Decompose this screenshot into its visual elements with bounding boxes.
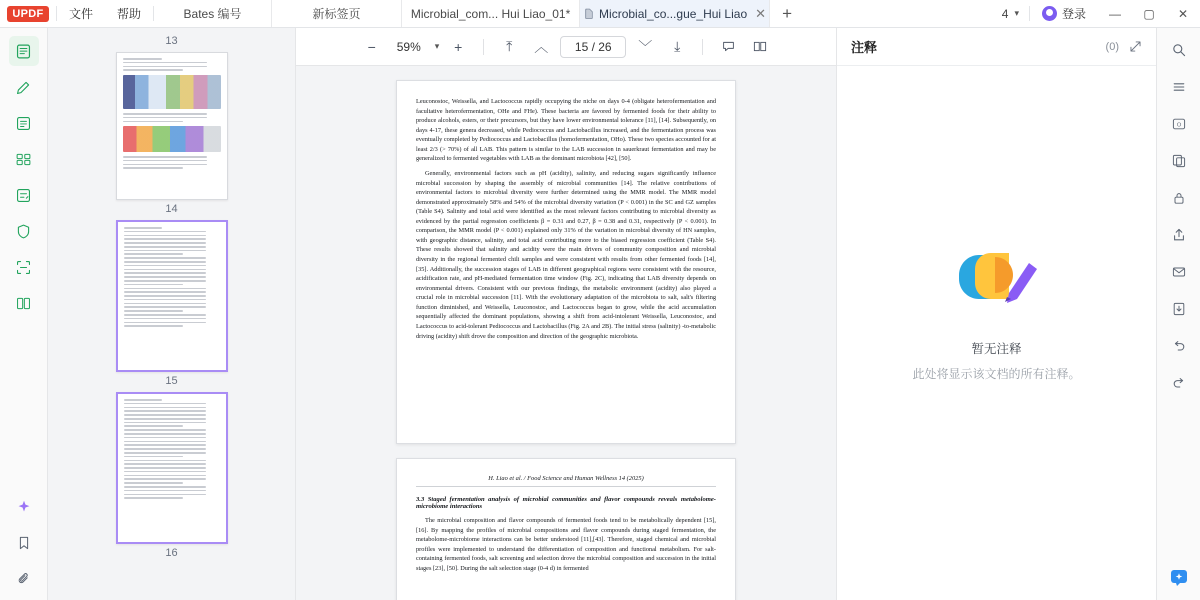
thumbnail-page-13[interactable] [116, 52, 228, 200]
rail-item-ai[interactable] [9, 492, 39, 522]
thumbnail-content [118, 222, 226, 334]
tab-strip [154, 0, 992, 27]
rail-item-bookmark[interactable] [9, 528, 39, 558]
right-rail-undo[interactable] [1165, 332, 1193, 360]
form-icon [15, 187, 32, 204]
tab-close-icon[interactable]: ✕ [755, 6, 767, 21]
rail-item-ocr[interactable] [9, 252, 39, 282]
new-tab-button[interactable]: + [782, 3, 792, 23]
annotations-empty-state [837, 66, 1156, 600]
title-bar [0, 0, 1200, 28]
thumbnail-page-14[interactable] [116, 220, 228, 372]
right-rail-lock[interactable] [1165, 184, 1193, 212]
right-rail-search[interactable] [1165, 36, 1193, 64]
ai-sparkle-icon [15, 498, 33, 516]
annotations-title: 注释 [851, 40, 878, 55]
empty-title: 暂无注释 [971, 341, 1022, 356]
page-count-selector[interactable] [992, 0, 1029, 27]
expand-icon[interactable] [1129, 40, 1142, 53]
app-logo [0, 0, 56, 27]
dual-page-icon [752, 39, 768, 54]
previous-page-button[interactable]: ︿ [534, 38, 549, 55]
window-maximize-button[interactable]: ▢ [1143, 6, 1155, 21]
export-icon [1171, 301, 1187, 317]
organize-pages-icon [15, 151, 32, 168]
thumbnail-number: 13 [165, 35, 178, 47]
thumbnail-icon [1171, 79, 1187, 95]
thumbnail-number: 15 [165, 375, 178, 387]
rail-item-form[interactable] [9, 180, 39, 210]
document-page-16[interactable] [396, 458, 736, 600]
comment-icon [721, 39, 736, 54]
tab-new-page[interactable] [272, 0, 402, 27]
compare-icon [15, 295, 32, 312]
thumbnail-content [117, 53, 227, 176]
right-rail-thumbnail[interactable] [1165, 73, 1193, 101]
running-head: H. Liao et al. / Food Science and Human Wellness 14 (2025) [416, 475, 716, 487]
right-rail-ai-chat[interactable] [1165, 563, 1193, 591]
rail-item-organize[interactable] [9, 144, 39, 174]
thumbnail-number: 16 [165, 547, 178, 559]
window-minimize-button[interactable]: — [1109, 6, 1121, 21]
menu-help[interactable]: 帮助 [117, 7, 142, 21]
next-page-button[interactable]: ﹀ [638, 38, 653, 55]
tab-label: Microbial_co...gue_Hui Liao [599, 6, 748, 21]
tab-label: 新标签页 [312, 7, 361, 21]
annotations-panel [836, 28, 1156, 600]
annotations-header [837, 28, 1156, 66]
window-close-button[interactable]: ✕ [1177, 6, 1189, 21]
left-tool-rail [0, 28, 48, 600]
bookmark-icon [16, 535, 32, 551]
divider [483, 39, 484, 55]
zoom-in-button[interactable]: + [454, 38, 463, 55]
divider [702, 39, 703, 55]
section-title: 3.3 Staged fermentation analysis of microbial communities and flavor compounds reveals metabolome-microbiome interactions [416, 496, 716, 510]
rail-item-annotate[interactable] [9, 72, 39, 102]
zoom-level[interactable]: 59% [396, 39, 421, 54]
lock-icon [1171, 190, 1187, 206]
empty-illustration-icon [951, 245, 1043, 323]
search-icon [1171, 42, 1187, 58]
tab-label: Bates 编号 [183, 7, 242, 21]
paperclip-icon [16, 571, 32, 587]
last-page-button[interactable]: ⤓ [674, 38, 681, 54]
thumbnail-number: 14 [165, 203, 178, 215]
page-paragraph: Leuconostoc, Weissella, and Lactococcus rapidly occupying the niche on days 0-4 (obligate heterofermentation and facultative heterofermentation, OHe and FHe). These bacteria are favored by fermented foods for their ability to produce alcohols, esters, or their precursors, but they have lower environmental tolerance [11], [14]. Subsequently, on days 4-17, these genera decreased, while Pediococcus and Lactobacillus increased, and the fermentation process was eventually completed by Pediococcus and Lactobacillus (homofermentation, OHo). These two species accounted for at least 2/3 (> 70%) of all LAB. This pattern is similar to the LAB succession in sauerkraut fermentation and may be generalized to fermented vegetables with LAB as the dominant microbiota [42], [50]. [416, 98, 716, 163]
rail-item-attachment[interactable] [9, 564, 39, 594]
svg-text:O: O [1176, 122, 1181, 129]
right-rail-share[interactable] [1165, 221, 1193, 249]
undo-icon [1171, 338, 1187, 354]
tab-bates[interactable] [154, 0, 272, 27]
document-reader-icon [15, 43, 32, 60]
right-rail-copy[interactable] [1165, 147, 1193, 175]
page-scroll-area[interactable] [296, 66, 836, 600]
page-number-input[interactable]: 15 / 26 [560, 36, 626, 58]
rail-item-edit[interactable] [9, 108, 39, 138]
rail-item-protect[interactable] [9, 216, 39, 246]
viewer-toolbar [296, 28, 836, 66]
tab-microbial-01[interactable] [402, 0, 580, 27]
copy-icon [1171, 153, 1187, 169]
chevron-down-icon: ▾ [1014, 8, 1019, 18]
login-label: 登录 [1061, 7, 1086, 21]
right-rail-mail[interactable] [1165, 258, 1193, 286]
tab-microbial-active[interactable] [580, 0, 770, 27]
first-page-button[interactable]: ⤒ [506, 38, 513, 54]
annotations-header-right [1106, 40, 1142, 53]
edit-pdf-icon [15, 115, 32, 132]
page-paragraph: Generally, environmental factors such as pH (acidity), salinity, and reducing sugars significantly influence microbial succession by shaping the assembly of microbial communities [14]. The relative contributions of environmental factors to microbial diversity were further determined using the MMR model. The MMR model demonstrated approximately 58% and 54% of the microbial diversity variation (P < 0.001) in the SC and GZ samples (Table S4). Salinity and total acid were identified as the most relevant factors contributing to microbial diversity as evidenced by the partial regression coefficients β = 0.31 and 0.27, β = 0.38 and 0.31, respectively (P < 0.001). In comparison, the MMR model (P < 0.001) explained only 31% of the variation in microbial diversity of HN samples, with geographic distance, salinity, and total acid contributing more to the biased regression coefficient (Table S4). These results showed that salinity and acidity were the main drivers of community composition and microbial diversity in the regional fermented chili samples and were consistent with results from other fermented foods [14], [35]. Additionally, the succession stages of LAB in different geographical regions were consistent with the resource, acidification rate, and pH-mediated fermentation time window (Fig. 2C), indicating that LAB diversity depends on environmental drivers. Consistent with our previous findings, the metabolic environment (acidity) also played a crucial role in microbial succession [11]. With the evolutionary adaptation of the microbiota to salt, salt's filtering function diminished, and Weissella, Leuconostoc, and Lactococcus began to grow, while the acid accumulation sequentially affected the dominant populations, showing a shift from acid-intolerant Weissella, Leuconostoc, and Lactococcus to acid-tolerant Pediococcus and Lactobacillus (Fig. 2A and 2B). The initial stress (salinity) -to-metabolic driving (acidity) shift drove the composition and direction of the geographic microbiota. [416, 169, 716, 340]
ai-chat-icon [1169, 567, 1189, 587]
ocr-icon [1171, 116, 1187, 132]
document-page-15[interactable] [396, 80, 736, 444]
right-rail-export[interactable] [1165, 295, 1193, 323]
menu-file[interactable]: 文件 [69, 7, 94, 21]
pdf-document-icon [583, 8, 594, 19]
tab-label: Microbial_com... Hui Liao_01* [410, 6, 571, 21]
ocr-scan-icon [15, 259, 32, 276]
avatar [1042, 6, 1057, 21]
thumbnail-figure [123, 126, 221, 152]
empty-subtitle: 此处将显示该文档的所有注释。 [912, 366, 1081, 381]
thumbnail-page-15[interactable] [116, 392, 228, 544]
comment-button[interactable] [715, 34, 741, 60]
main-body [0, 28, 1200, 600]
rail-item-compare[interactable] [9, 288, 39, 318]
thumbnail-content [118, 394, 226, 506]
page-count-value: 4 [1001, 6, 1009, 21]
protect-icon [15, 223, 32, 240]
document-viewer [296, 28, 836, 600]
pen-annotate-icon [15, 79, 32, 96]
thumbnail-figure [123, 75, 221, 109]
right-tool-rail [1156, 28, 1200, 600]
titlebar-right [992, 0, 1200, 27]
redo-icon [1171, 375, 1187, 391]
login-button[interactable] [1030, 0, 1098, 27]
page-paragraph: The microbial composition and flavor compounds of fermented foods tend to be metabolically dependent [15], [16]. By mapping the profiles of microbial compositions and flavor compounds during staged fermentation, the metabolome-microbiome interactions can be better understood [11],[43]. Therefore, staged chemical and microbial profiles were implemented to understand the differentiation of composition and functional metabolism. For salt-containing fermented foods, salt screening and selection drove the microbial composition and succession in the initial stages [23], [50]. During the salt selection stage (0-4 d) in fermented [416, 517, 716, 572]
thumbnail-panel[interactable] [48, 28, 296, 600]
zoom-dropdown-icon[interactable]: ▾ [434, 41, 440, 51]
right-rail-ocr[interactable] [1165, 110, 1193, 138]
rail-item-reader[interactable] [9, 36, 39, 66]
mail-icon [1171, 264, 1187, 280]
zoom-out-button[interactable]: − [367, 38, 376, 55]
annotations-count: (0) [1105, 40, 1119, 53]
right-rail-redo[interactable] [1165, 369, 1193, 397]
app-logo-text: UPDF [7, 6, 48, 22]
share-icon [1171, 227, 1187, 243]
dual-page-button[interactable] [747, 34, 773, 60]
